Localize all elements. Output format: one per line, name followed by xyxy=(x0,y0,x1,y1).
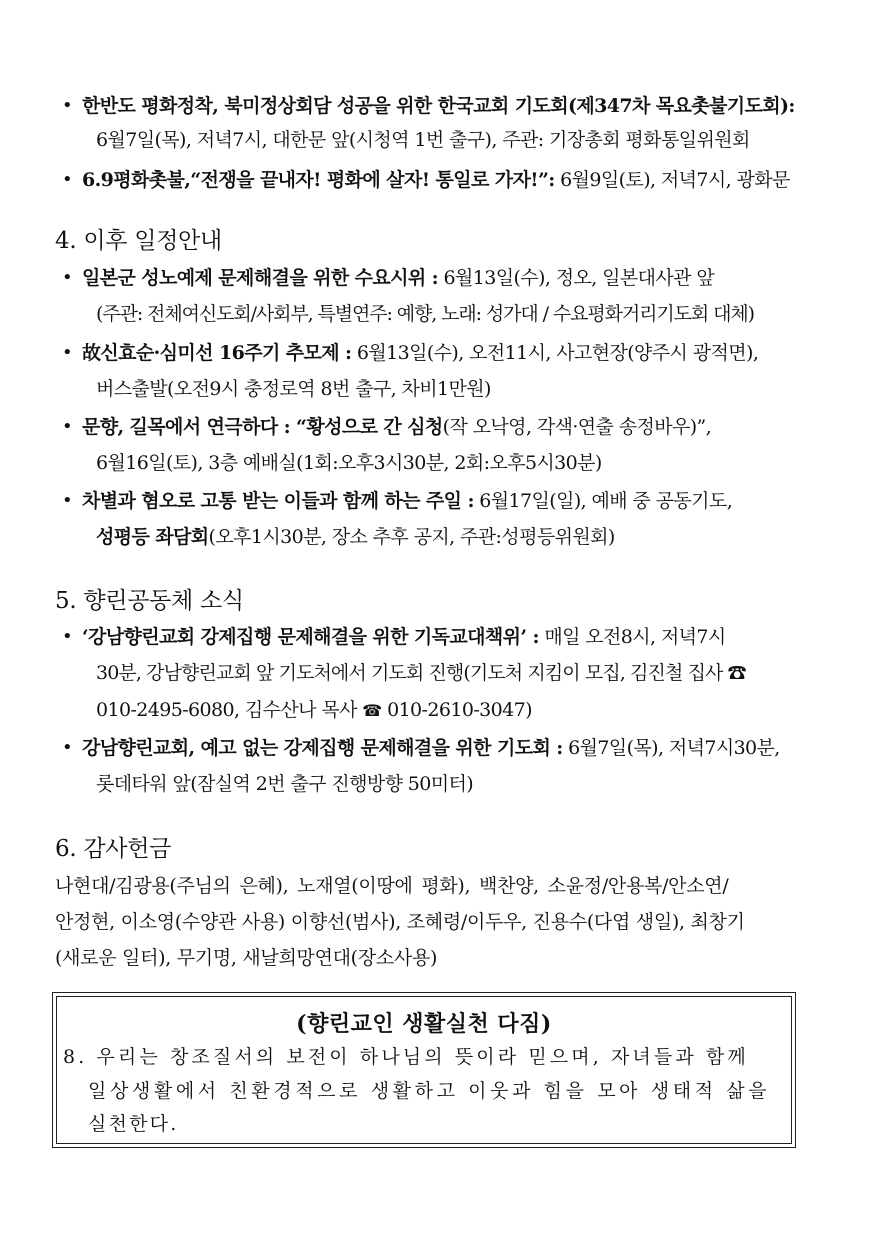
bullet-dot: • xyxy=(62,490,73,511)
phone-icon: ☎ xyxy=(362,701,382,720)
bullet-dot: • xyxy=(62,342,73,363)
event-detail: 6월9일(토), 저녁7시, 광화문 xyxy=(554,169,790,191)
news-item-title: ‘강남향린교회 강제집행 문제해결을 위한 기독교대책위’ : xyxy=(82,626,539,648)
schedule-item-detail: 6월13일(수), 정오, 일본대사관 앞 xyxy=(438,267,715,289)
schedule-item-detail: (작 오낙영, 각색·연출 송정바우)”, xyxy=(442,416,712,438)
bullet-dot: • xyxy=(62,267,73,288)
news-item-detail: 매일 오전8시, 저녁7시 xyxy=(538,626,726,648)
schedule-item-title: 일본군 성노예제 문제해결을 위한 수요시위 : xyxy=(82,267,439,289)
schedule-item-detail: 6월13일(수), 오전11시, 사고현장(양주시 광적면), xyxy=(351,342,759,364)
schedule-item-detail-line: 버스출발(오전9시 충정로역 8번 출구, 차비1만원) xyxy=(96,378,491,400)
event-title: 한반도 평화정착, 북미정상회담 성공을 위한 한국교회 기도회(제347차 목요촛불기도회): xyxy=(82,95,795,117)
schedule-item-line xyxy=(82,341,758,365)
news-item-detail-line: 30분, 강남향린교회 앞 기도처에서 기도회 진행(기도처 지킴이 모집, 김진철 집사 ☎ xyxy=(96,662,746,684)
pledge-line: 일상생활에서 친환경적으로 생활하고 이웃과 힘을 모아 생태적 삶을 xyxy=(88,1080,771,1102)
news-item-detail: 6월7일(목), 저녁7시30분, xyxy=(562,737,780,759)
schedule-item-detail-line: (주관: 전체여신도회/사회부, 특별연주: 예향, 노래: 성가대 / 수요평화거리기도회 대체) xyxy=(96,303,754,325)
section-heading: 4. 이후 일정안내 xyxy=(55,228,222,254)
bullet-dot: • xyxy=(62,169,73,190)
bullet-dot: • xyxy=(62,626,73,647)
schedule-item-line xyxy=(82,415,711,439)
schedule-item-detail-line xyxy=(96,525,615,549)
bullet-dot: • xyxy=(62,95,73,116)
offering-line: (새로운 일터), 무기명, 새날희망연대(장소사용) xyxy=(55,947,438,969)
offering-line: 나현대/김광용(주님의 은혜), 노재열(이땅에 평화), 백찬양, 소윤정/안용복/안소연/ xyxy=(55,875,729,897)
pledge-box xyxy=(52,992,796,1148)
schedule-item-title: 문향, 길목에서 연극하다 : “황성으로 간 심청 xyxy=(82,416,443,438)
pledge-line: 실천한다. xyxy=(88,1113,179,1135)
event-detail-line: 6월7일(목), 저녁7시, 대한문 앞(시청역 1번 출구), 주관: 기장총회 평화통일위원회 xyxy=(96,129,750,151)
pledge-line: 8. 우리는 창조질서의 보전이 하나님의 뜻이라 믿으며, 자녀들과 함께 xyxy=(63,1046,749,1068)
news-item-detail-line xyxy=(96,698,532,723)
section-heading: 5. 향린공동체 소식 xyxy=(55,588,244,614)
news-item-line xyxy=(82,625,726,649)
schedule-item-detail-line: 6월16일(토), 3층 예배실(1회:오후3시30분, 2회:오후5시30분) xyxy=(96,452,602,474)
section-heading: 6. 감사헌금 xyxy=(55,836,172,862)
news-item-detail-line: 롯데타워 앞(잠실역 2번 출구 진행방향 50미터) xyxy=(96,773,474,795)
schedule-item-detail: (오후1시30분, 장소 추후 공지, 주관:성평등위원회) xyxy=(208,526,615,548)
news-item-contact: 010-2495-6080, 김수산나 목사 xyxy=(96,699,363,721)
news-item-title: 강남향린교회, 예고 없는 강제집행 문제해결을 위한 기도회 : xyxy=(82,737,563,759)
offering-line: 안정현, 이소영(수양관 사용) 이향선(범사), 조혜령/이두우, 진용수(다엽 생일), 최창기 xyxy=(55,911,745,933)
schedule-item-title: 차별과 혐오로 고통 받는 이들과 함께 하는 주일 : xyxy=(82,490,474,512)
schedule-item-subtitle: 성평등 좌담회 xyxy=(96,526,209,548)
schedule-item-line xyxy=(82,489,732,513)
event-title-line xyxy=(82,94,795,118)
news-item-line xyxy=(82,736,780,760)
bullet-dot: • xyxy=(62,737,73,758)
schedule-item-detail: 6월17일(일), 예배 중 공동기도, xyxy=(473,490,733,512)
schedule-item-title: 故신효순·심미선 16주기 추모제 : xyxy=(82,342,352,364)
pledge-box-inner xyxy=(56,996,792,1144)
pledge-title: (향린교인 생활실천 다짐) xyxy=(296,1011,552,1037)
event-title-line xyxy=(82,168,790,192)
bullet-dot: • xyxy=(62,416,73,437)
event-title: 6.9평화촛불,“전쟁을 끝내자! 평화에 살자! 통일로 가자!”: xyxy=(82,169,555,191)
news-item-contact: 010-2610-3047) xyxy=(381,699,532,721)
schedule-item-line xyxy=(82,266,714,290)
